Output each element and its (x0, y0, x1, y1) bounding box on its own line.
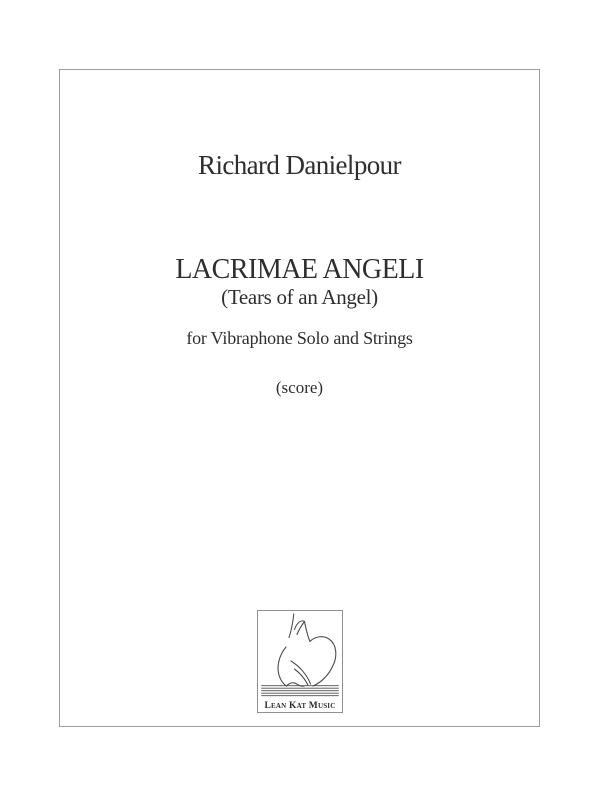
work-title: LACRIMAE ANGELI (175, 254, 424, 285)
composer-name: Richard Danielpour (198, 150, 401, 180)
instrumentation-text: for Vibraphone Solo and Strings (186, 328, 413, 348)
music-staff-lines-icon (262, 686, 339, 696)
logo-border-box (258, 611, 343, 713)
score-label: (score) (275, 378, 324, 397)
cat-sitting-on-music-staff-icon (278, 614, 336, 686)
work-subtitle: (Tears of an Angel) (221, 285, 378, 309)
page-border-frame (59, 69, 540, 727)
publisher-name: Lean Kat Music (264, 701, 336, 711)
publisher-logo (257, 610, 343, 713)
cat-on-staff-logo-svg (257, 610, 343, 713)
